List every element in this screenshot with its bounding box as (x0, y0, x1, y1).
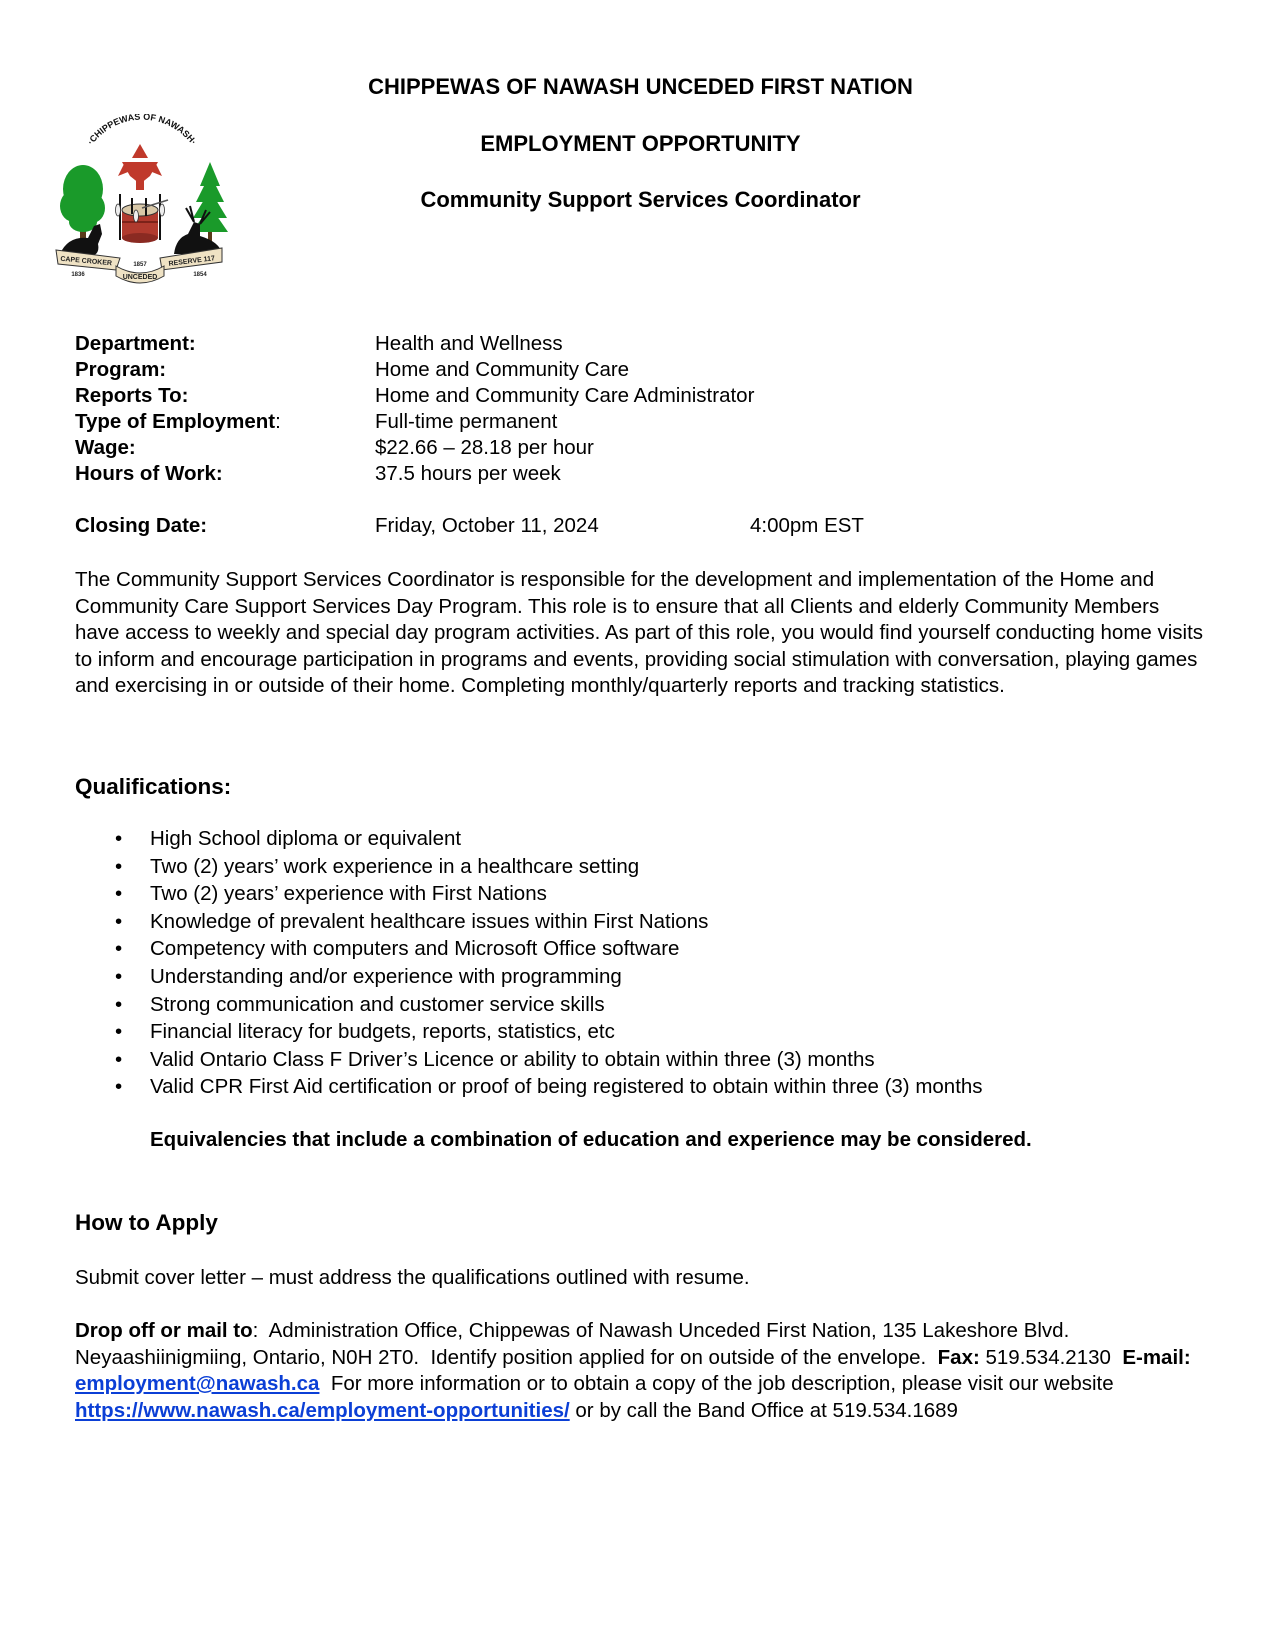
drop-off-colon: : (252, 1319, 259, 1342)
job-description: The Community Support Services Coordinator is responsible for the development and implementation of the Home and Community Care Support Services Day Program. This role is to ensure that all Clients and elderly Community Members have access to weekly and special day program activities. As part of this role, you would find yourself conducting home visits to inform and encourage participation in programs and events, providing social stimulation with conversation, playing games and exercising in or outside of their home. Completing monthly/quarterly reports and tracking statistics. (75, 568, 1204, 697)
nation-logo (50, 114, 230, 289)
field-label-colon: : (275, 410, 281, 433)
qualification-item (75, 1046, 1205, 1074)
field-label-text: Type of Employment (75, 410, 276, 433)
bullet-icon: • (115, 964, 123, 988)
qualification-item (75, 825, 1205, 853)
qualification-item (75, 963, 1205, 991)
qualification-text: Valid CPR First Aid certification or proof of being registered to obtain within three (3) months (150, 1075, 983, 1099)
drop-off-label: Drop off or mail to (75, 1319, 253, 1342)
submit-instructions: Submit cover letter – must address the qualifications outlined with resume. (75, 1266, 750, 1289)
bullet-icon: • (115, 909, 123, 933)
fax-label: Fax: (937, 1345, 980, 1369)
field-value: Full-time permanent (375, 410, 558, 433)
qualification-text: Knowledge of prevalent healthcare issues within First Nations (150, 909, 709, 933)
qualification-item (75, 908, 1205, 936)
field-label: Hours of Work: (75, 462, 223, 485)
closing-time-value: 4:00pm EST (750, 514, 864, 537)
qualification-text: Two (2) years’ experience with First Nations (150, 882, 547, 906)
qualifications-heading: Qualifications: (75, 774, 232, 799)
more-info-text: For more information or to obtain a copy of the job description, please visit our website (319, 1372, 1120, 1395)
qualification-item (75, 1073, 1205, 1101)
qualification-text: Understanding and/or experience with programming (150, 964, 622, 988)
email-link[interactable]: employment@nawash.ca (75, 1372, 320, 1395)
field-label: Program: (75, 358, 167, 381)
qualification-item (75, 935, 1205, 963)
qualification-text: Financial literacy for budgets, reports, statistics, etc (150, 1020, 615, 1044)
bullet-icon: • (115, 854, 123, 878)
how-to-apply-heading: How to Apply (75, 1210, 218, 1235)
svg-text:1854: 1854 (193, 272, 207, 278)
qualification-item (75, 991, 1205, 1019)
field-value: 37.5 hours per week (375, 462, 561, 485)
field-value: $22.66 – 28.18 per hour (375, 436, 594, 459)
bullet-icon: • (115, 1075, 123, 1099)
bullet-icon: • (115, 1047, 123, 1071)
field-label: Wage: (75, 436, 136, 459)
field-value: Health and Wellness (375, 332, 563, 355)
field-value: Home and Community Care (375, 358, 630, 381)
website-link[interactable]: https://www.nawash.ca/employment-opportunities/ (75, 1398, 570, 1422)
fax-number: 519.534.2130 (979, 1345, 1123, 1369)
bullet-icon: • (115, 827, 123, 850)
band-office-text: or by call the Band Office at 519.534.1689 (569, 1398, 958, 1422)
qualification-item (75, 1018, 1205, 1046)
svg-text:1836: 1836 (71, 272, 85, 278)
qualification-text: Valid Ontario Class F Driver’s Licence or ability to obtain within three (3) months (150, 1047, 875, 1071)
organization-title: CHIPPEWAS OF NAWASH UNCEDED FIRST NATION (368, 74, 913, 99)
drum-icon (116, 194, 169, 243)
field-value: Home and Community Care Administrator (375, 384, 755, 407)
field-label: Reports To: (75, 384, 189, 407)
mailing-address: Administration Office, Chippewas of Nawash Unceded First Nation, 135 Lakeshore Blvd. Neyaashiinigmiing, Ontario, N0H 2T0. Identify position applied for on outside of the envelope. (75, 1319, 1075, 1369)
logo-ribbon (56, 248, 222, 283)
qualification-text: High School diploma or equivalent (150, 827, 462, 850)
equivalency-note: Equivalencies that include a combination of education and experience may be considered. (150, 1128, 1032, 1151)
thunderbird-icon (118, 144, 162, 190)
svg-text:RESERVE 117: RESERVE 117 (168, 255, 216, 268)
bullet-icon: • (115, 937, 123, 961)
mailing-instructions (75, 1318, 1205, 1424)
field-label: Department: (75, 332, 196, 355)
logo-arc-text: ·CHIPPEWAS OF NAWASH· (85, 114, 199, 147)
svg-text:1857: 1857 (133, 262, 147, 268)
closing-date-value: Friday, October 11, 2024 (375, 514, 599, 537)
qualifications-list (75, 825, 1205, 1101)
qualification-item (75, 880, 1205, 908)
bullet-icon: • (115, 882, 123, 906)
closing-date-label: Closing Date: (75, 514, 208, 537)
field-label (75, 410, 281, 434)
qualification-text: Competency with computers and Microsoft Office software (150, 937, 680, 961)
bullet-icon: • (115, 992, 123, 1016)
nation-seal-icon (50, 114, 230, 289)
notice-type-heading: EMPLOYMENT OPPORTUNITY (480, 131, 801, 156)
svg-text:CAPE CROKER: CAPE CROKER (60, 255, 113, 268)
email-label: E-mail: (1122, 1345, 1191, 1369)
qualification-text: Two (2) years’ work experience in a healthcare setting (150, 854, 640, 878)
qualification-item (75, 853, 1205, 881)
position-title: Community Support Services Coordinator (420, 187, 861, 212)
svg-text:UNCEDED: UNCEDED (122, 274, 158, 281)
bullet-icon: • (115, 1020, 123, 1044)
qualification-text: Strong communication and customer service skills (150, 992, 605, 1016)
